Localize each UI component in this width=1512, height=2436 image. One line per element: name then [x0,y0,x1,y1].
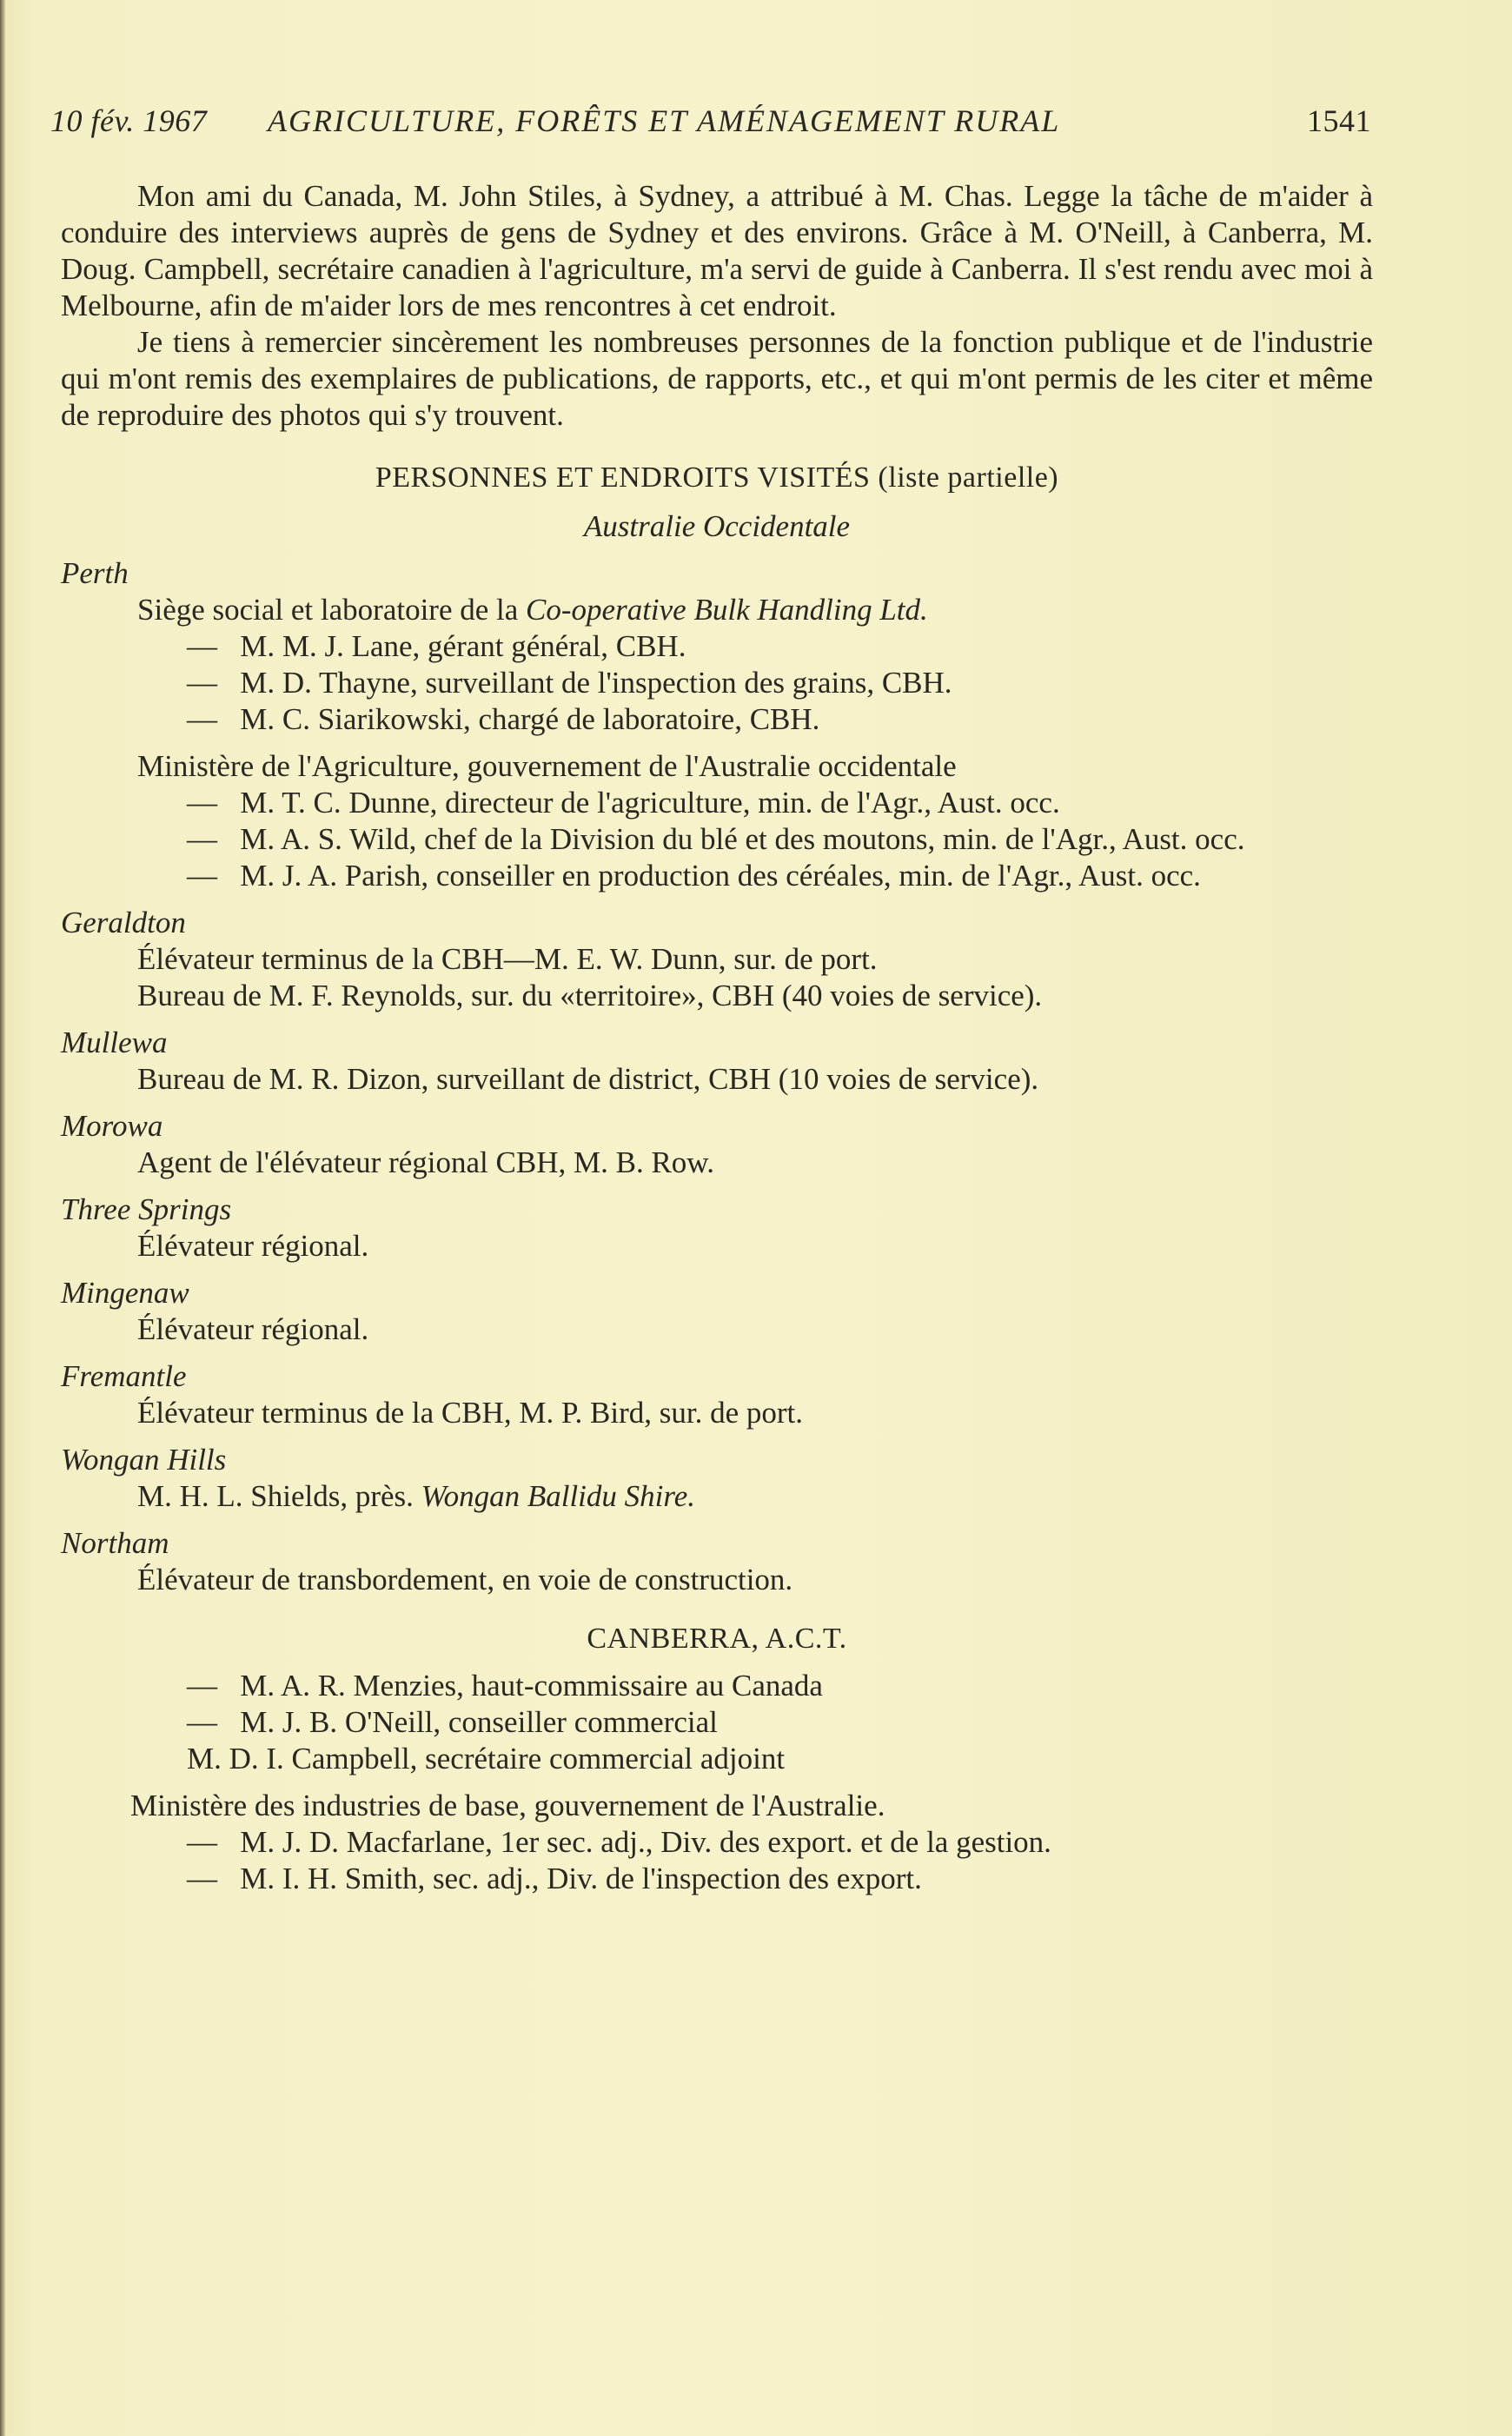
org-cbh [137,592,1373,628]
dash: — [187,1825,217,1859]
person-text: M. A. S. Wild, chef de la Division du blé et des moutons, min. de l'Agr., Aust. occ. [240,822,1245,856]
page-spine [0,0,5,2436]
place-morowa: Morowa [61,1109,163,1143]
place-line: Élévateur terminus de la CBH, M. P. Bird, sur. de port. [137,1396,804,1430]
place-line-text: M. H. L. Shields, près. [137,1479,421,1513]
paragraph-intro-2: Je tiens à remercier sincèrement les nombreuses personnes de la fonction publique et de l'industrie qui m'ont remis des exemplaires de publications, de rapports, etc., et qui m'ont permis de les citer et même de reproduire des photos qui s'y trouvent. [61,325,1373,432]
header-title: AGRICULTURE, FORÊTS ET AMÉNAGEMENT RURAL [268,103,1061,138]
place-three-springs: Three Springs [61,1192,232,1226]
person-text: M. I. H. Smith, sec. adj., Div. de l'inspection des export. [240,1862,922,1895]
org-ministry-agriculture: Ministère de l'Agriculture, gouvernement de l'Australie occidentale [137,749,957,783]
list-item [137,1668,1373,1704]
person-text: M. C. Siarikowski, chargé de laboratoire, CBH. [240,702,820,736]
person-text: M. A. R. Menzies, haut-commissaire au Canada [240,1669,823,1703]
place-line [137,1478,1373,1515]
dash: — [187,1862,217,1895]
dash: — [187,629,217,663]
dash: — [187,786,217,820]
list-item [137,701,1373,738]
org-ministry-industries: Ministère des industries de base, gouvernement de l'Australie. [130,1789,885,1822]
dash: — [187,1705,217,1739]
dash: — [187,822,217,856]
dash: — [187,1669,217,1703]
place-northam: Northam [61,1526,169,1560]
region-title: Australie Occidentale [583,509,851,543]
org-cbh-name: Co-operative Bulk Handling Ltd. [526,593,928,627]
place-wongan-hills: Wongan Hills [61,1443,227,1477]
person-text: M. J. D. Macfarlane, 1er sec. adj., Div. des export. et de la gestion. [240,1825,1051,1859]
place-mingenaw: Mingenaw [61,1276,189,1310]
section-title: PERSONNES ET ENDROITS VISITÉS (liste partielle) [375,461,1059,494]
person-text: M. J. A. Parish, conseiller en production des céréales, min. de l'Agr., Aust. occ. [240,859,1201,893]
dash: — [187,666,217,700]
spacer [61,738,1373,748]
list-item [137,858,1373,894]
person-text: M. J. B. O'Neill, conseiller commercial [240,1705,718,1739]
place-line: Élévateur de transbordement, en voie de construction. [137,1563,793,1596]
list-item [137,628,1373,665]
list-item [137,1824,1373,1861]
place-mullewa: Mullewa [61,1026,168,1059]
dash: — [187,702,217,736]
page-body [61,178,1373,1897]
list-item [137,1861,1373,1897]
place-perth: Perth [61,556,129,590]
dash: — [187,859,217,893]
canberra-title: CANBERRA, A.C.T. [587,1623,847,1655]
place-line: Agent de l'élévateur régional CBH, M. B. Row. [137,1145,715,1179]
list-item [137,665,1373,701]
place-line: Bureau de M. F. Reynolds, sur. du «territoire», CBH (40 voies de service). [137,979,1043,1012]
spacer [61,1657,1373,1668]
org-cbh-prefix: Siège social et laboratoire de la [137,593,527,627]
place-line: Bureau de M. R. Dizon, surveillant de district, CBH (10 voies de service). [137,1062,1039,1096]
place-fremantle: Fremantle [61,1359,187,1393]
place-line: Élévateur terminus de la CBH—M. E. W. Dunn, sur. de port. [137,942,878,976]
list-item [137,785,1373,821]
person-text: M. M. J. Lane, gérant général, CBH. [240,629,686,663]
list-item [137,1704,1373,1741]
spacer [61,1777,1373,1788]
list-item [137,821,1373,858]
paragraph-intro-1: Mon ami du Canada, M. John Stiles, à Sydney, a attribué à M. Chas. Legge la tâche de m'aider à conduire des interviews auprès de gens de Sydney et des environs. Grâce à M. O'Neill, à Canberra, M. Doug. Campbell, secrétaire canadien à l'agriculture, m'a servi de guide à Canberra. Il s'est rendu avec moi à Melbourne, afin de m'aider lors de mes rencontres à cet endroit. [61,179,1373,322]
place-line: Élévateur régional. [137,1312,369,1346]
person-text: M. T. C. Dunne, directeur de l'agriculture, min. de l'Agr., Aust. occ. [240,786,1060,820]
shire-name: Wongan Ballidu Shire. [421,1479,695,1513]
page-number: 1541 [1307,103,1371,138]
person-campbell: M. D. I. Campbell, secrétaire commercial adjoint [187,1742,786,1776]
place-line: Élévateur régional. [137,1229,369,1263]
place-geraldton: Geraldton [61,906,186,939]
header-date: 10 fév. 1967 [50,103,208,138]
person-text: M. D. Thayne, surveillant de l'inspection des grains, CBH. [240,666,952,700]
